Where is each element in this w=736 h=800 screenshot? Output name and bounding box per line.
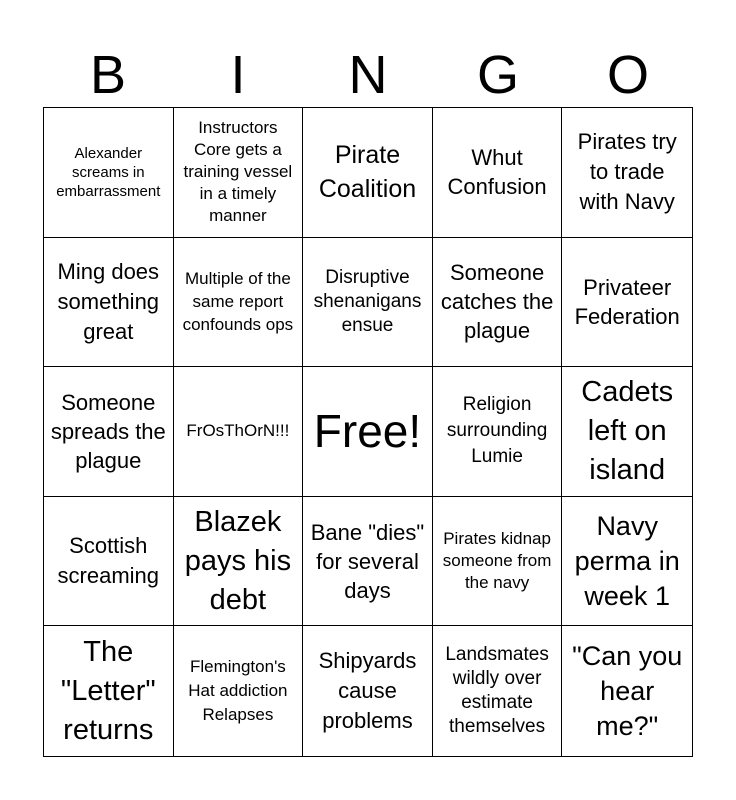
bingo-cell-r1c5[interactable] — [562, 108, 692, 238]
title-letter-o: O — [606, 45, 649, 105]
cell-text: "Can you hear me?" — [572, 640, 683, 741]
bingo-cell-r3c5[interactable] — [562, 367, 692, 497]
bingo-cell-r2c2[interactable] — [174, 238, 304, 368]
cell-text: Navy perma in week 1 — [574, 510, 680, 611]
cell-text: Ming does something great — [57, 258, 160, 344]
bingo-title — [43, 44, 693, 106]
bingo-cell-r1c4[interactable] — [433, 108, 563, 238]
bingo-cell-r4c5[interactable] — [562, 497, 692, 627]
bingo-cell-r4c1[interactable] — [44, 497, 174, 627]
bingo-cell-r4c2[interactable] — [174, 497, 304, 627]
cell-text: Cadets left on island — [581, 375, 674, 486]
cell-text: Blazek pays his debt — [184, 505, 292, 616]
cell-text: Pirates kidnap someone from the navy — [442, 529, 552, 593]
free-space-label: Free! — [313, 405, 422, 458]
cell-text: Privateer Federation — [574, 274, 680, 329]
cell-text: Alexander screams in embarrassment — [56, 144, 161, 200]
bingo-cell-r4c4[interactable] — [433, 497, 563, 627]
bingo-cell-r4c3[interactable] — [303, 497, 433, 627]
bingo-cell-r1c3[interactable] — [303, 108, 433, 238]
cell-text: Landsmates wildly over estimate themselves — [445, 644, 549, 738]
bingo-cell-r3c3-free[interactable] — [303, 367, 433, 497]
bingo-cell-r5c4[interactable] — [433, 626, 563, 756]
cell-text: Disruptive shenanigans ensue — [313, 266, 422, 336]
title-letter-n: N — [348, 45, 388, 105]
title-letter-b: B — [89, 45, 127, 105]
cell-text: Scottish screaming — [57, 533, 160, 589]
cell-text: Flemington's Hat addiction Relapses — [188, 657, 288, 725]
cell-text: Religion surrounding Lumie — [446, 394, 548, 468]
bingo-cell-r3c1[interactable] — [44, 367, 174, 497]
cell-text: Whut Confusion — [447, 145, 547, 200]
bingo-cell-r5c1[interactable] — [44, 626, 174, 756]
bingo-cell-r2c1[interactable] — [44, 238, 174, 368]
cell-text: Pirate Coalition — [318, 141, 417, 204]
cell-text: Pirates try to trade with Navy — [577, 129, 677, 215]
bingo-board — [43, 107, 693, 757]
bingo-cell-r5c3[interactable] — [303, 626, 433, 756]
cell-text: Multiple of the same report confounds ops — [182, 269, 294, 335]
cell-text: Shipyards cause problems — [318, 648, 417, 734]
title-letter-i: I — [230, 45, 246, 105]
bingo-cell-r3c4[interactable] — [433, 367, 563, 497]
cell-text: Bane "dies" for several days — [310, 519, 425, 603]
cell-text: FrOsThOrN!!! — [186, 421, 290, 441]
cell-text: Someone catches the plague — [440, 260, 554, 344]
cell-text: Someone spreads the plague — [50, 389, 166, 473]
bingo-cell-r1c2[interactable] — [174, 108, 304, 238]
bingo-cell-r1c1[interactable] — [44, 108, 174, 238]
cell-text: Instructors Core gets a training vessel in a timely manner — [183, 118, 293, 226]
cell-text: The "Letter" returns — [60, 635, 156, 746]
title-letter-g: G — [476, 45, 519, 105]
bingo-cell-r5c5[interactable] — [562, 626, 692, 756]
bingo-cell-r2c3[interactable] — [303, 238, 433, 368]
bingo-cell-r3c2[interactable] — [174, 367, 304, 497]
bingo-cell-r2c5[interactable] — [562, 238, 692, 368]
bingo-cell-r2c4[interactable] — [433, 238, 563, 368]
bingo-cell-r5c2[interactable] — [174, 626, 304, 756]
